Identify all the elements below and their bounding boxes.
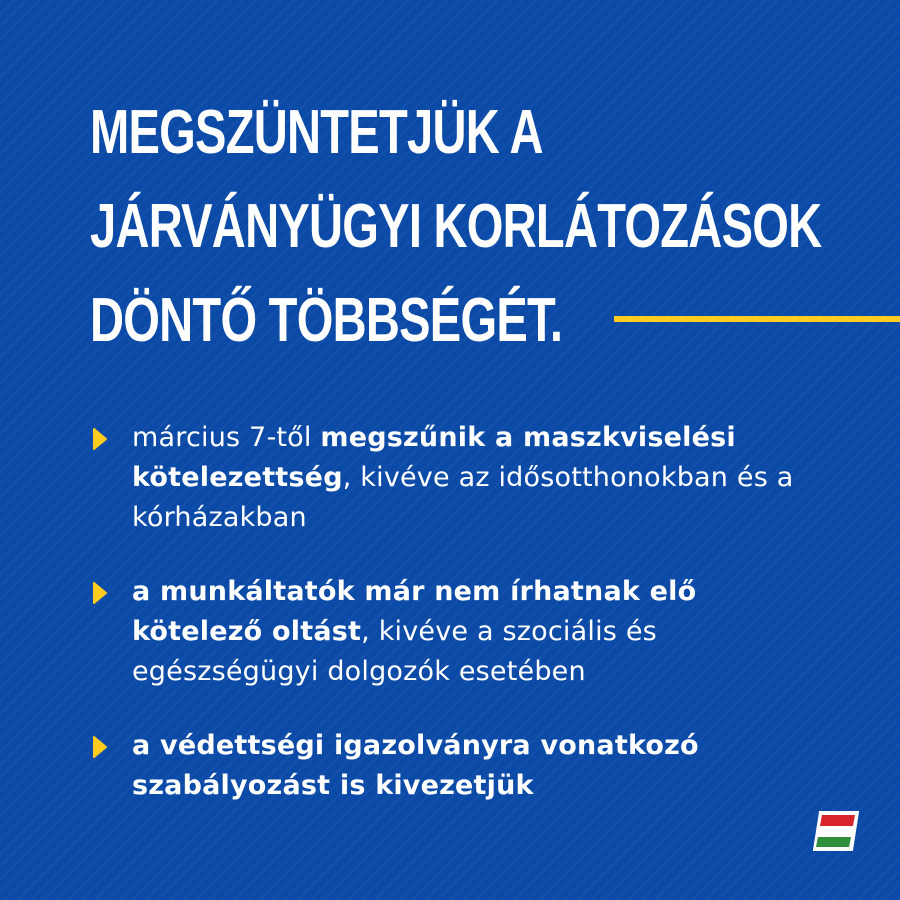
- bullet-item-certificate: [92, 726, 812, 806]
- accent-divider: [614, 316, 900, 322]
- headline-line-2: JÁRVÁNYÜGYI KORLÁTOZÁSOK: [90, 192, 822, 261]
- bullet-text: [132, 576, 696, 687]
- bullet-text: [132, 730, 699, 801]
- headline-line-1: MEGSZÜNTETJÜK A: [90, 98, 543, 167]
- bullet-text: [132, 422, 794, 533]
- headline-line-3: DÖNTŐ TÖBBSÉGÉT.: [90, 286, 563, 355]
- bullet-list: [92, 418, 812, 840]
- bullet-bold-text: megszűnik a maszkviselési kötelezettség: [132, 422, 736, 493]
- hungarian-flag-icon: [812, 810, 860, 852]
- headline: [90, 86, 822, 368]
- chevron-right-icon: [92, 427, 108, 451]
- chevron-right-icon: [92, 735, 108, 759]
- bullet-plain-start: március 7-től: [132, 422, 321, 453]
- bullet-item-mask: [92, 418, 812, 538]
- bullet-plain-end: , kivéve a szociális és egészségügyi dolgozók esetében: [132, 616, 657, 687]
- bullet-plain-end: , kivéve az idősotthonokban és a kórházakban: [132, 462, 794, 533]
- chevron-right-icon: [92, 581, 108, 605]
- bullet-bold-text: a védettségi igazolványra vonatkozó szabályozást is kivezetjük: [132, 730, 699, 801]
- bullet-bold-text: a munkáltatók már nem írhatnak elő kötelező oltást: [132, 576, 697, 647]
- bullet-item-vaccination: [92, 572, 812, 692]
